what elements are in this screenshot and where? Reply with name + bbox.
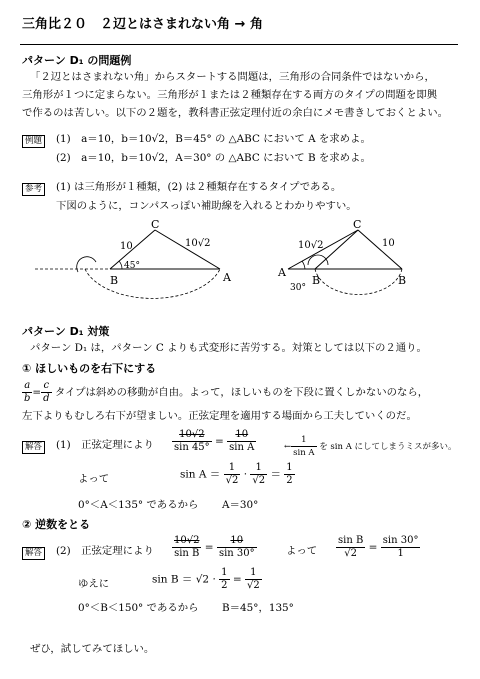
fig1-label-c: C [151, 218, 160, 231]
example-1: (1) a＝10，b＝10√2，B＝45° の △ABC において A を求めよ。 [56, 133, 371, 145]
answer1-label: (1) 正弦定理により [56, 439, 154, 451]
answer2-sin-b: sin B ＝ √2 · $\frac{1}{2}$ = $\frac{1}{√2}$ [152, 567, 260, 591]
fig1-side-1: 10 [120, 241, 133, 252]
fig2-label-a: A [278, 266, 286, 279]
fig1-label-b: B [110, 274, 119, 287]
answer1-equation: $\frac{10√2}{\sin 45^\circ}$ = $\frac{10}{\text{sin A}}$ [174, 429, 255, 453]
section-heading-strategy: パターン D₁ 対策 [22, 325, 110, 338]
reference-line2: 下図のように，コンパスっぽい補助線を入れるとわかりやすい。 [56, 200, 357, 212]
answer-tag-1: 解答 [22, 440, 45, 454]
answer2-equation: $\frac{10√2}{\text{sin B}}$ = $\frac{10}{\sin 30^\circ}$ [174, 535, 255, 559]
strategy-para: パターン D₁ は，パターン C よりも式変形に苦労する。対策としては以下の２通り。 [30, 342, 427, 354]
page-title: 三角比２０ ２辺とはさまれない角 → 角 [22, 17, 263, 32]
figure-1 [35, 218, 232, 298]
fig1-side-2: 10√2 [185, 238, 211, 249]
fig1-angle: 45° [124, 261, 140, 271]
answer2-yueni: ゆえに [78, 578, 110, 590]
figure-2 [277, 218, 406, 294]
example-tag: 例題 [22, 134, 45, 148]
triangle-figures [30, 218, 460, 318]
para1-line2: 三角形が１つに定まらない。三角形が１または２種類存在する両方のタイプの問題を即興 [22, 89, 438, 101]
fig2-side-2: 10 [382, 238, 395, 249]
title-divider [20, 44, 458, 45]
subheading-2: ② 逆数をとる [22, 518, 91, 531]
fig2-label-b1: B [312, 274, 321, 287]
subheading-1: ① ほしいものを右下にする [22, 362, 157, 375]
reference-line1: (1) は三角形が１種類，(2) は２種類存在するタイプである。 [56, 181, 342, 193]
answer1-yotte: よって [78, 473, 110, 485]
para1-line3: で作るのは苦しい。以下の２題を，教科書正弦定理付近の余白にメモ書きしておくとよい。 [22, 107, 449, 119]
answer1-range: 0°＜A＜135° であるから [78, 499, 199, 511]
example-2: (2) a＝10，b＝10√2，A＝30° の △ABC において B を求めよ。 [56, 152, 371, 164]
closing-text: ぜひ，試してみてほしい。 [30, 643, 155, 655]
answer2-reciprocal: $\frac{\text{sin B}}{√2}$ = $\frac{\sin 30^\circ}{1}$ [338, 535, 419, 559]
fig1-label-a: A [223, 271, 231, 284]
reference-tag: 参考 [22, 182, 45, 196]
answer2-result: B＝45°，135° [222, 602, 294, 614]
answer2-label: (2) 正弦定理により [56, 545, 154, 557]
fig2-side-1: 10√2 [298, 240, 324, 251]
sub1-line1: $\frac{a}{b}$ = $\frac{c}{d}$ タイプは斜めの移動が自由。よって，ほしいものを下段に置くしかないのなら， [24, 380, 429, 404]
answer2-range: 0°＜B＜150° であるから [78, 602, 199, 614]
fig2-label-c: C [353, 218, 362, 231]
answer-tag-2: 解答 [22, 546, 45, 560]
section-heading-examples: パターン D₁ の問題例 [22, 54, 132, 67]
para1-line1: 「２辺とはさまれない角」からスタートする問題は，三角形の合同条件ではないから， [30, 71, 435, 83]
answer1-note: ← $\frac{1}{\text{sin A}}$ を sin A にしてしまうミスが多い。 [284, 435, 457, 458]
answer1-sin-a: sin A ＝ $\frac{1}{√2}$ · $\frac{1}{√2}$ ＝ $\frac{1}{2}$ [180, 462, 293, 486]
answer1-result: A＝30° [222, 499, 259, 511]
fig2-label-b2: B [398, 274, 407, 287]
sub1-line2: 左下よりもむしろ右下が望ましい。正弦定理を適用する場面から工夫していくのだ。 [22, 410, 417, 422]
answer2-yotte: よって [286, 545, 318, 557]
fig2-angle: 30° [290, 283, 306, 293]
